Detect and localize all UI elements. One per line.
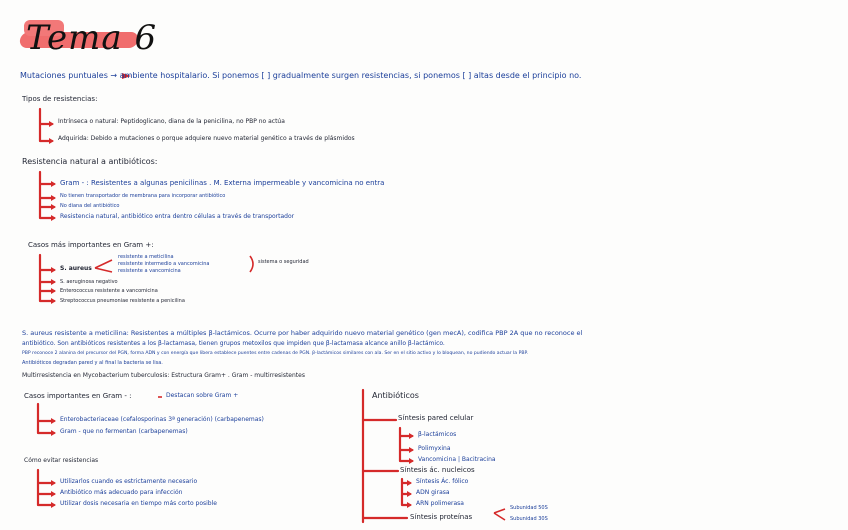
- saureus-para-3: PBP reconoce 2 alanina del precursor del PGN, forma ADN y con energía que libera establece puentes entre cadenas de PGN. β-lactámicos similares con ala. Ser en el sitio activo y lo bloquean, no pudiendo actuar la PBP.: [22, 351, 529, 356]
- natural-item-4: Resistencia natural, antibiótico entra dentro células a través de transportador: [60, 213, 295, 220]
- saureus-para-2: antibiótico. Son antibióticos resistentes a los β-lactamasa, tienen grupos metoxilos que impiden que β-lactamasa alcance anillo β-lactámico.: [22, 340, 445, 347]
- proteinas-item-2: Subunidad 30S: [510, 516, 548, 522]
- tipos-heading: Tipos de resistencias:: [22, 95, 98, 103]
- natural-heading: Resistencia natural a antibióticos:: [22, 157, 158, 166]
- grampos-saureus: S. aureus: [60, 265, 92, 272]
- acidos-item-2: ADN girasa: [416, 489, 450, 496]
- pared-item-1: β-lactámicos: [418, 431, 457, 438]
- gramneg-heading: Casos importantes en Gram - :: [24, 392, 132, 400]
- gramneg-note: Destacan sobre Gram +: [166, 392, 239, 399]
- tipos-item-2: Adquirida: Debido a mutaciones o porque adquiere nuevo material genético a través de plásmidos: [58, 135, 355, 142]
- grampos-bracket-note: sistema o seguridad: [258, 259, 309, 265]
- pared-item-2: Polimyxina: [418, 445, 451, 452]
- acidos-item-3: ARN polimerasa: [416, 500, 464, 507]
- grampos-sub-2: resistente intermedio a vancomicina: [118, 261, 210, 267]
- grampos-item-3: Streptococcus pneumoniae resistente a penicilina: [60, 298, 185, 304]
- grampos-item-1: S. aeruginosa negativo: [60, 279, 118, 285]
- grampos-heading: Casos más importantes en Gram +:: [28, 241, 154, 249]
- natural-item-1: Gram - : Resistentes a algunas penicilinas . M. Externa impermeable y vancomicina no entra: [60, 179, 385, 187]
- acidos-item-1: Síntesis Ác. fólico: [416, 478, 469, 485]
- grampos-sub-1: resistente a meticilina: [118, 254, 174, 260]
- evitar-item-3: Utilizar dosis necesaria en tiempo más corto posible: [60, 500, 217, 507]
- gramneg-item-2: Gram - que no fermentan (carbapenemas): [60, 428, 188, 435]
- evitar-item-1: Utilizarlos cuando es estrictamente necesario: [60, 478, 198, 485]
- saureus-para-4: Antibióticos degradan pared y al final la bacteria se lisa.: [22, 360, 163, 366]
- antibioticos-heading: Antibióticos: [372, 391, 419, 400]
- gramneg-item-1: Enterobacteriaceae (cefalosporinas 3ª generación) (carbapenemas): [60, 416, 264, 423]
- evitar-item-2: Antibiótico más adecuado para infección: [60, 489, 183, 496]
- pared-heading: Síntesis pared celular: [398, 414, 474, 422]
- intro-text: Mutaciones puntuales → ambiente hospitalario. Si ponemos [ ] gradualmente surgen resistencias, si ponemos [ ] altas desde el principio no.: [20, 71, 582, 80]
- natural-item-3: No diana del antibiótico: [60, 203, 120, 209]
- proteinas-heading: Síntesis proteínas: [410, 513, 473, 521]
- acidos-heading: Síntesis ác. nucleicos: [400, 466, 475, 474]
- page-title: Tema 6: [26, 18, 158, 58]
- saureus-para-5: Multirresistencia en Mycobacterium tuberculosis: Estructura Gram+ . Gram - multirresistentes: [22, 372, 305, 379]
- natural-item-2: No tienen transportador de membrana para incorporar antibiótico: [60, 193, 226, 199]
- grampos-item-2: Enterococcus resistente a vancomicina: [60, 288, 158, 294]
- evitar-heading: Cómo evitar resistencias: [24, 457, 99, 464]
- tipos-item-1: Intrínseca o natural: Peptidoglicano, diana de la penicilina, no PBP no actúa: [58, 118, 285, 125]
- saureus-para-1: S. aureus resistente a meticilina: Resistentes a múltiples β-lactámicos. Ocurre por haber adquirido nuevo material genético (gen mecA), codifica PBP 2A que no reconoce el: [22, 329, 583, 337]
- proteinas-item-1: Subunidad 50S: [510, 505, 548, 511]
- pared-item-3: Vancomicina | Bacitracina: [418, 456, 496, 463]
- grampos-sub-3: resistente a vancomicina: [118, 268, 181, 274]
